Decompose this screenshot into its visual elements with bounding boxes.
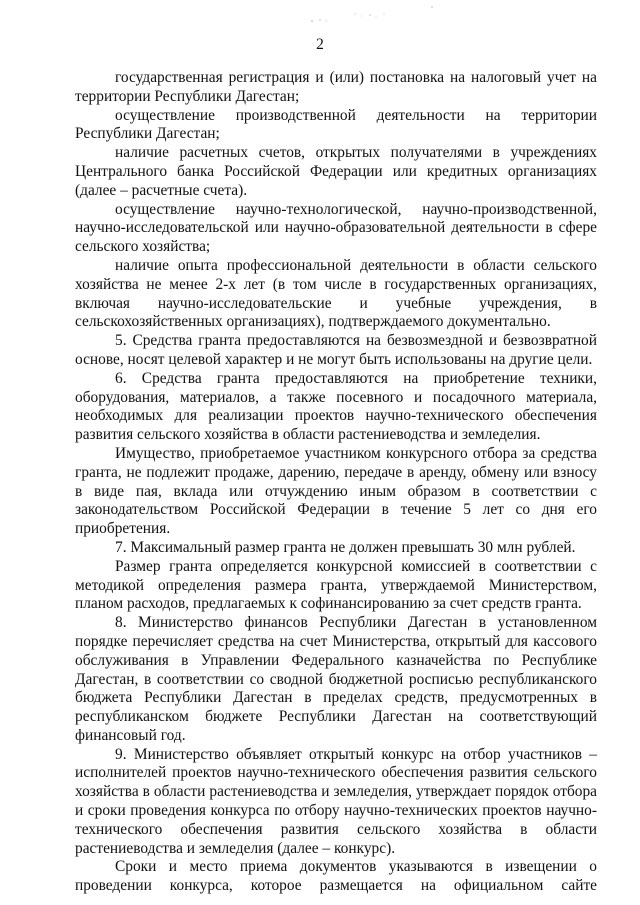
- paragraph-state-registration: государственная регистрация и (или) постановка на налоговый учет на территории Республики Дагестан;: [75, 69, 597, 105]
- paragraph-production-activity: осуществление производственной деятельности на территории Республики Дагестан;: [75, 106, 597, 143]
- paragraph-scientific-activity: осуществление научно-технологической, научно-производственной, научно-исследовательской или научно-образовательной деятельности в сфере сельского хозяйства;: [75, 200, 597, 256]
- scan-noise-marks: [300, 4, 440, 26]
- paragraph-professional-experience: наличие опыта профессиональной деятельности в области сельского хозяйства не менее 2-х лет (в том числе в государственных организациях, включая научно-исследовательские и учебные учреждения, в сельскохозяйственных организациях), подтверждаемого документально.: [75, 256, 597, 331]
- paragraph-item-6: 6. Средства гранта предоставляются на приобретение техники, оборудования, материалов, а также посевного и посадочного материала, необходимых для реализации проектов научно-технического обеспечения развития сельского хозяйства в области растениеводства и земледелия.: [75, 369, 597, 444]
- paragraph-property-restrictions: Имущество, приобретаемое участником конкурсного отбора за средства гранта, не подлежит продаже, дарению, передаче в аренду, обмену или взносу в виде пая, вклада или отчуждению иным образом в соответствии с законодательством Российской Федерации в течение 5 лет со дня его приобретения.: [75, 444, 597, 538]
- paragraph-document-deadlines: Сроки и место приема документов указываются в извещении о проведении конкурса, которое размещается на официальном сайте: [75, 858, 597, 895]
- paragraph-item-5: 5. Средства гранта предоставляются на безвозмездной и безвозвратной основе, носят целевой характер и не могут быть использованы на другие цели.: [75, 332, 597, 368]
- paragraph-item-8: 8. Министерство финансов Республики Дагестан в установленном порядке перечисляет средства на счет Министерства, открытый для кассового обслуживания в Управлении Федерального казначейства по Республике Дагестан, в соответствии со сводной бюджетной росписью республиканского бюджета Республики Дагестан в пределах средств, предусмотренных в республиканском бюджете Республики Дагестан на соответствующий финансовый год.: [75, 614, 597, 744]
- paragraph-grant-size: Размер гранта определяется конкурсной комиссией в соответствии с методикой определения размера гранта, утверждаемой Министерством, планом расходов, предлагаемых к софинансированию за счет средств гранта.: [75, 557, 597, 613]
- page-number: 2: [316, 36, 324, 53]
- paragraph-settlement-accounts: наличие расчетных счетов, открытых получателями в учреждениях Центрального банка Российской Федерации или кредитных организациях (далее – расчетные счета).: [75, 144, 597, 199]
- paragraph-item-7: 7. Максимальный размер гранта не должен превышать 30 млн рублей.: [115, 538, 576, 556]
- document-body: [75, 69, 597, 896]
- paragraph-item-9: 9. Министерство объявляет открытый конкурс на отбор участников – исполнителей проектов научно-технического обеспечения развития сельского хозяйства в области растениеводства и земледелия, утверждает порядок отбора и сроки проведения конкурса по отбору научно-технических проектов научно-технического обеспечения развития сельского хозяйства в области растениеводства и земледелия (далее – конкурс).: [75, 745, 597, 857]
